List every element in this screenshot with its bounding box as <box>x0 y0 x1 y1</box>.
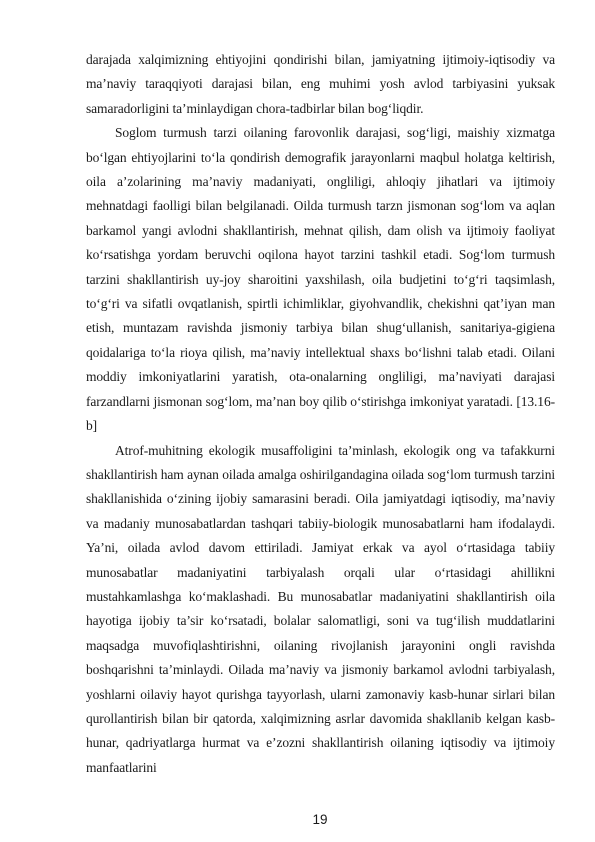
page-number: 19 <box>312 812 328 827</box>
paragraph-ecology: Atrof-muhitning ekologik musaffoligini ta’minlash, ekologik ong va tafakkurni shakllantirish ham aynan oilada amalga oshirilgandagina oilada sog‘lom turmush tarzini shakllanishida o‘zining ijobiy samarasini beradi. Oila jamiyatdagi iqtisodiy, ma’naviy va madaniy munosabatlardan tashqari tabiiy-biologik munosabatlarni ham ifodalaydi. Ya’ni, oilada avlod davom ettiriladi. Jamiyat erkak va ayol o‘rtasidaga tabiiy munosabatlar madaniyatini tarbiyalash orqali ular o‘rtasidagi ahillikni mustahkamlashga ko‘maklashadi. Bu munosabatlar madaniyatini shakllantirish oila hayotiga ijobiy ta’sir ko‘rsatadi, bolalar salomatligi, soni va tug‘ilish muddatlarini maqsadga muvofiqlashtirishni, oilaning rivojlanish jarayonini ongli ravishda boshqarishni ta’minlaydi. Oilada ma’naviy va jismoniy barkamol avlodni tarbiyalash, yoshlarni oilaviy hayot qurishga tayyorlash, ularni zamonaviy kasb-hunar sirlari bilan qurollantirish bilan bir qatorda, xalqimizning asrlar davomida shakllanib kelgan kasb-hunar, qadriyatlarga hurmat va e’zozni shakllantirish oilaning iqtisodiy va ijtimoiy manfaatlarini <box>86 442 555 775</box>
paragraph-healthy-lifestyle: Soglom turmush tarzi oilaning farovonlik darajasi, sog‘ligi, maishiy xizmatga bo‘lgan ehtiyojlarini to‘la qondirish demografik jarayonlarni maqbul holatga keltirish, oila a’zolarining ma’naviy madaniyati, ongliligi, ahloqiy jihatlari va ijtimoiy mehnatdagi faolligi bilan belgilanadi. Oilda turmush tarzn jismonan sog‘lom va aqlan barkamol yangi avlodni shakllantirish, mehnat qilish, dam olish va ijtimoiy faoliyat ko‘rsatishga yordam beruvchi oqilona hayot tarzini tashkil etadi. Sog‘lom turmush tarzini shakllantirish uy-joy sharoitini yaxshilash, oila budjetini to‘g‘ri taqsimlash, to‘g‘ri va sifatli ovqatlanish, spirtli ichimliklar, giyohvandlik, chekishni qat’iyan man etish, muntazam ravishda jismoniy tarbiya bilan shug‘ullanish, sanitariya-gigiena qoidalariga to‘la rioya qilish, ma’naviy intellektual shaxs bo‘lishni talab etadi. Oilani moddiy imkoniyatlarini yaratish, ota-onalarning ongliligi, ma’naviyati darajasi farzandlarni jismonan sog‘lom, ma’nan boy qilib o‘stirishga imkoniyat yaratadi. [13.16-b] <box>86 125 555 434</box>
paragraph-continuation: darajada xalqimizning ehtiyojini qondirishi bilan, jamiyatning ijtimoiy-iqtisodiy va ma’naviy taraqqiyoti darajasi bilan, eng muhimi yosh avlod tarbiyasini yuksak samaradorligini ta’minlaydigan chora-tadbirlar bilan bog‘liqdir. <box>86 52 555 116</box>
document-body <box>86 48 555 780</box>
